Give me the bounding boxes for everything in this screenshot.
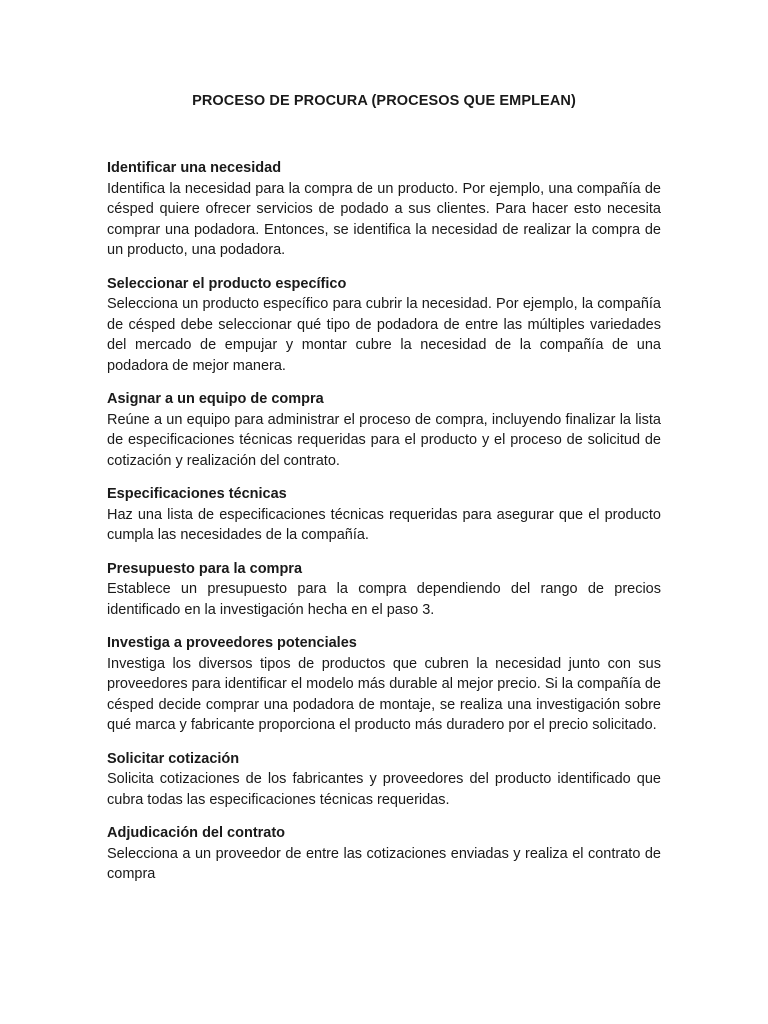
section-body: Establece un presupuesto para la compra dependiendo del rango de precios identificado en la investigación hecha en el paso 3. [107,581,661,618]
section-investiga-proveedores [107,633,661,736]
section-heading: Adjudicación del contrato [107,825,286,841]
section-heading: Investiga a proveedores potenciales [107,635,357,651]
section-body: Haz una lista de especificaciones técnicas requeridas para asegurar que el producto cumpla las necesidades de la compañía. [107,506,661,543]
section-solicitar-cotizacion [107,749,661,811]
section-heading: Seleccionar el producto específico [107,275,347,292]
section-body: Selecciona un producto específico para cubrir la necesidad. Por ejemplo, la compañía de césped debe seleccionar qué tipo de podadora de entre las múltiples variedades del mercado de empujar y montar cubre la necesidad de la compañía de una podadora de mejor manera. [107,296,661,374]
document-title: PROCESO DE PROCURA (PROCESOS QUE EMPLEAN) [192,93,576,109]
section-body: Selecciona a un proveedor de entre las cotizaciones enviadas y realiza el contrato de compra [107,845,661,882]
section-seleccionar-producto [107,274,661,377]
section-heading: Especificaciones técnicas [107,486,287,502]
document-page [107,91,661,898]
section-body: Reúne a un equipo para administrar el proceso de compra, incluyendo finalizar la lista de especificaciones técnicas requeridas para el producto y el proceso de solicitud de cotización y realización del contrato. [107,411,661,469]
section-heading: Presupuesto para la compra [107,560,303,577]
section-heading: Identificar una necesidad [107,160,282,176]
section-asignar-equipo [107,389,661,471]
section-heading: Solicitar cotización [107,750,240,767]
section-body: Solicita cotizaciones de los fabricantes y proveedores del producto identificado que cubra todas las especificaciones técnicas requeridas. [107,771,661,808]
section-heading: Asignar a un equipo de compra [107,391,324,407]
section-especificaciones-tecnicas [107,484,661,546]
section-presupuesto [107,559,661,621]
section-body: Identifica la necesidad para la compra de un producto. Por ejemplo, una compañía de césped quiere ofrecer servicios de podado a sus clientes. Para hacer esto necesita comprar una podadora. Entonces, se identifica la necesidad de realizar la compra de un producto, una podadora. [107,180,661,258]
section-adjudicacion-contrato [107,823,661,885]
section-identificar-necesidad [107,158,661,261]
section-body: Investiga los diversos tipos de productos que cubren la necesidad junto con sus proveedores para identificar el modelo más durable al mejor precio. Si la compañía de césped decide comprar una podadora de montaje, se realiza una investigación sobre qué marca y fabricante proporciona el producto más duradero por el precio solicitado. [107,655,661,733]
